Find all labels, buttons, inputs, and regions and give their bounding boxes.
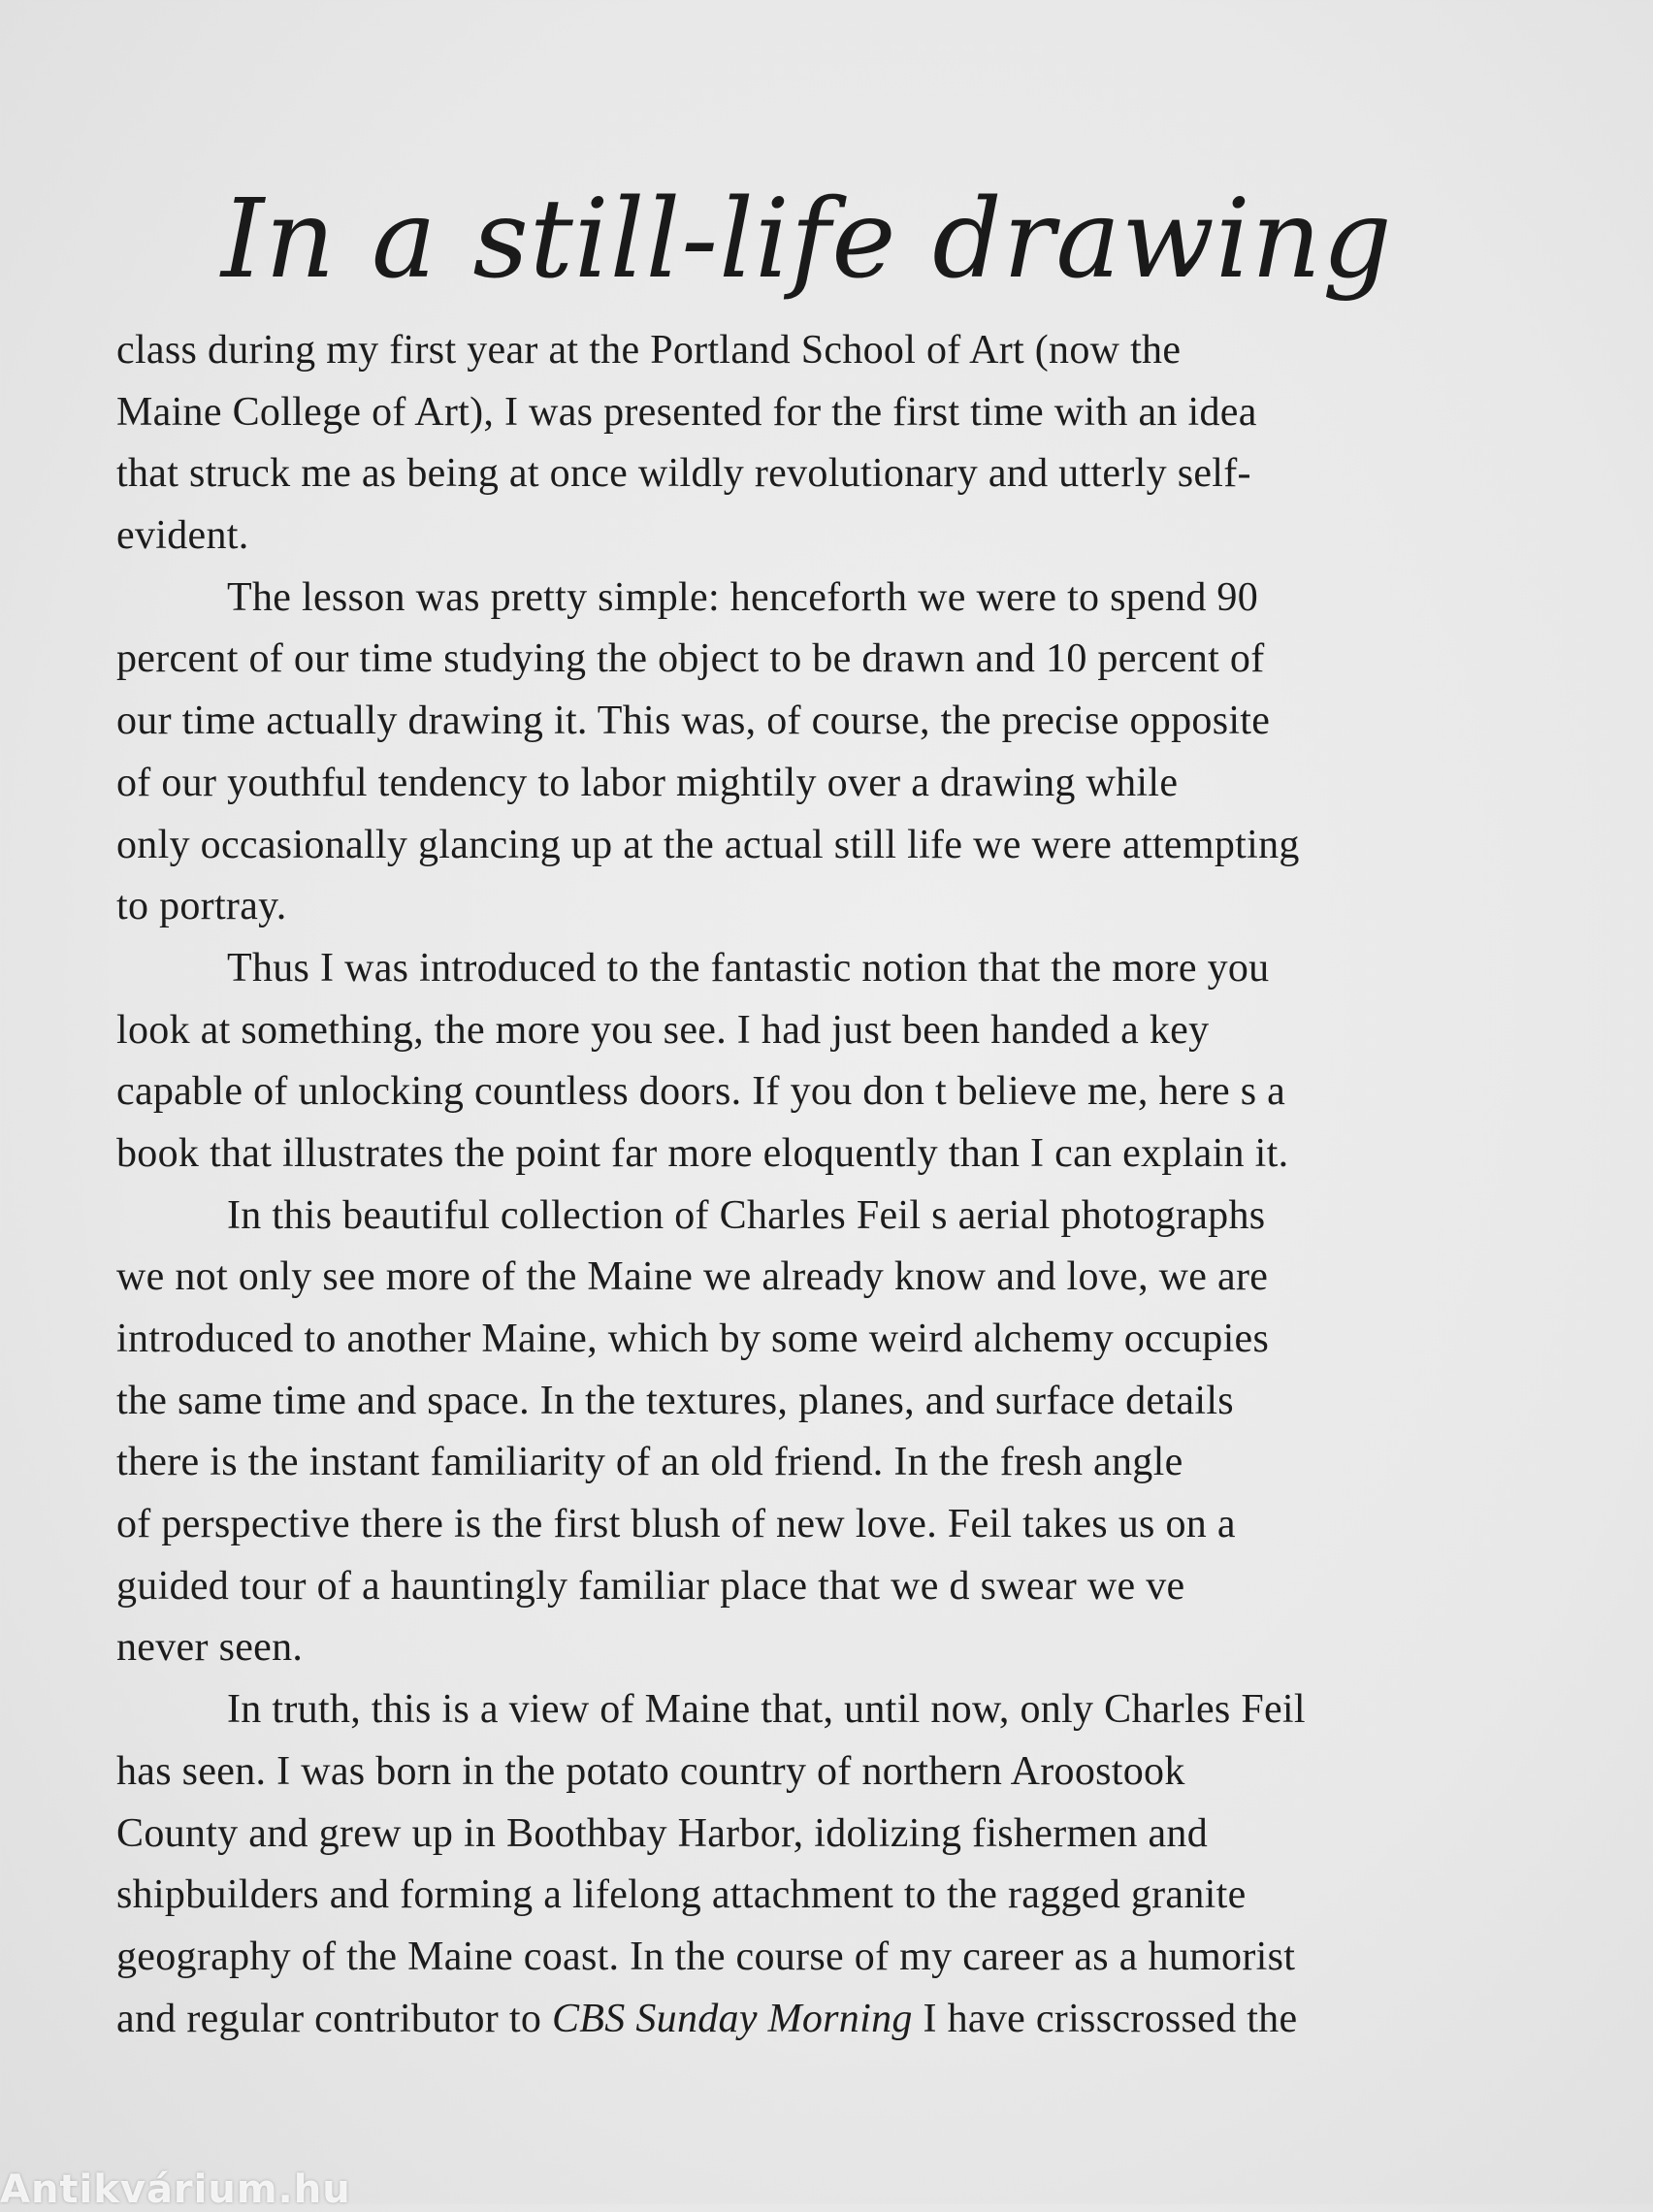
text-line: class during my first year at the Portland School of Art (now the (116, 328, 1182, 373)
tv-show-title: CBS Sunday Morning (551, 1996, 913, 2041)
text-line: look at something, the more you see. I had just been handed a key (116, 1007, 1210, 1053)
text-line: has seen. I was born in the potato country of northern Aroostook (116, 1748, 1185, 1794)
text-line: shipbuilders and forming a lifelong attachment to the ragged granite (116, 1872, 1247, 1918)
text-line: County and grew up in Boothbay Harbor, idolizing fishermen and (116, 1810, 1209, 1856)
last-line-after: I have crisscrossed the (912, 1996, 1298, 2041)
text-line: that struck me as being at once wildly revolutionary and utterly self- (116, 451, 1251, 497)
text-line-last (116, 1989, 1475, 2051)
text-line: only occasionally glancing up at the actual still life we were attempting (116, 822, 1300, 867)
text-line: our time actually drawing it. This was, of course, the precise opposite (116, 699, 1271, 744)
text-line: geography of the Maine coast. In the course of my career as a humorist (116, 1934, 1296, 1979)
text-line: percent of our time studying the object to be drawn and 10 percent of (116, 636, 1265, 682)
paragraph-start-line: In truth, this is a view of Maine that, until now, only Charles Feil (227, 1687, 1306, 1733)
chapter-opening-title: In a still-life drawing (221, 177, 1393, 303)
text-line: introduced to another Maine, which by some weird alchemy occupies (116, 1317, 1270, 1361)
text-line: of our youthful tendency to labor mightily over a drawing while (116, 760, 1179, 805)
watermark: Antikvárium.hu (0, 2167, 351, 2212)
text-line: the same time and space. In the textures, planes, and surface details (116, 1378, 1234, 1423)
paragraph-start-line: Thus I was introduced to the fantastic notion that the more you (227, 945, 1270, 991)
text-line: of perspective there is the first blush of new love. Feil takes us on a (116, 1502, 1236, 1547)
paragraph-start-line: In this beautiful collection of Charles Feil s aerial photographs (227, 1192, 1266, 1238)
text-line: capable of unlocking countless doors. If you don t believe me, here s a (116, 1069, 1286, 1115)
text-line: book that illustrates the point far more eloquently than I can explain it. (116, 1130, 1289, 1176)
text-line: never seen. (116, 1625, 304, 1671)
text-line: Maine College of Art), I was presented for the first time with an idea (116, 389, 1257, 435)
last-line-before: and regular contributor to (116, 1996, 552, 2041)
body-text (116, 320, 1475, 2050)
text-line: evident. (116, 513, 249, 559)
text-line: there is the instant familiarity of an old friend. In the fresh angle (116, 1440, 1183, 1485)
text-line: guided tour of a hauntingly familiar place that we d swear we ve (116, 1563, 1185, 1609)
text-line: to portray. (116, 884, 287, 929)
text-line: we not only see more of the Maine we already know and love, we are (116, 1254, 1269, 1300)
paragraph-start-line: The lesson was pretty simple: henceforth we were to spend 90 (227, 574, 1259, 620)
